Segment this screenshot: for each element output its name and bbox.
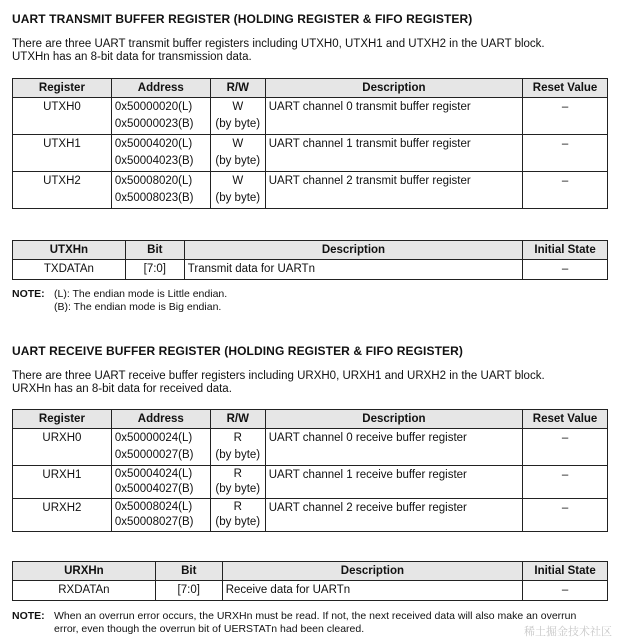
- register-name: URXH2: [13, 499, 112, 532]
- register-description: UART channel 1 transmit buffer register: [265, 135, 522, 172]
- register-name: URXH1: [13, 466, 112, 499]
- col-rw: R/W: [210, 79, 265, 98]
- rx-description: [12, 370, 545, 396]
- tx-heading: UART TRANSMIT BUFFER REGISTER (HOLDING REGISTER & FIFO REGISTER): [12, 12, 473, 26]
- note-line1: (L): The endian mode is Little endian.: [54, 288, 228, 300]
- col-bit-description: Description: [184, 241, 522, 260]
- watermark: 稀土掘金技术社区: [524, 626, 612, 638]
- register-name: UTXH2: [13, 172, 112, 209]
- register-reset: –: [523, 172, 608, 209]
- col-bit: Bit: [125, 241, 184, 260]
- bit-initial-state: –: [523, 581, 608, 601]
- register-rw: W (by byte): [210, 135, 265, 172]
- register-rw: R (by byte): [210, 466, 265, 499]
- table-row: [13, 260, 608, 280]
- register-description: UART channel 1 receive buffer register: [265, 466, 522, 499]
- register-reset: –: [523, 429, 608, 466]
- table-row: [13, 466, 608, 499]
- register-reset: –: [523, 466, 608, 499]
- bit-initial-state: –: [523, 260, 608, 280]
- register-rw: R (by byte): [210, 429, 265, 466]
- col-address: Address: [111, 79, 210, 98]
- rx-description-line1: There are three UART receive buffer registers including URXH0, URXH1 and URXH2 in the UART block.: [12, 370, 545, 382]
- register-description: UART channel 0 transmit buffer register: [265, 98, 522, 135]
- register-address: 0x50000020(L) 0x50000023(B): [111, 98, 210, 135]
- register-reset: –: [523, 499, 608, 532]
- note-label: NOTE:: [12, 610, 45, 622]
- bit-field-name: RXDATAn: [13, 581, 156, 601]
- bit-range: [7:0]: [155, 581, 222, 601]
- tx-register-header-row: [13, 79, 608, 98]
- register-rw: W (by byte): [210, 172, 265, 209]
- col-urxhn: URXHn: [13, 562, 156, 581]
- register-name: URXH0: [13, 429, 112, 466]
- tx-bit-header-row: [13, 241, 608, 260]
- col-register: Register: [13, 79, 112, 98]
- table-row: [13, 98, 608, 135]
- rx-description-line2: URXHn has an 8-bit data for received data.: [12, 383, 232, 395]
- table-row: [13, 499, 608, 532]
- note-line2: (B): The endian mode is Big endian.: [54, 301, 222, 313]
- register-description: UART channel 0 receive buffer register: [265, 429, 522, 466]
- tx-note: [12, 288, 227, 314]
- register-address: 0x50008024(L) 0x50008027(B): [111, 499, 210, 532]
- table-row: [13, 135, 608, 172]
- register-address: 0x50000024(L) 0x50000027(B): [111, 429, 210, 466]
- register-address: 0x50004020(L) 0x50004023(B): [111, 135, 210, 172]
- tx-bit-table: [12, 240, 608, 280]
- col-bit-description: Description: [222, 562, 522, 581]
- col-bit: Bit: [155, 562, 222, 581]
- tx-description-line2: UTXHn has an 8-bit data for transmission data.: [12, 51, 252, 63]
- rx-register-header-row: [13, 410, 608, 429]
- col-initial-state: Initial State: [523, 562, 608, 581]
- table-row: [13, 172, 608, 209]
- col-description: Description: [265, 410, 522, 429]
- col-address: Address: [111, 410, 210, 429]
- rx-bit-table: [12, 561, 608, 601]
- tx-description: [12, 38, 545, 64]
- col-register: Register: [13, 410, 112, 429]
- bit-description: Transmit data for UARTn: [184, 260, 522, 280]
- register-rw: W (by byte): [210, 98, 265, 135]
- rx-register-table: [12, 409, 608, 532]
- rx-note: [12, 610, 576, 636]
- col-reset-value: Reset Value: [523, 410, 608, 429]
- register-address: 0x50004024(L) 0x50004027(B): [111, 466, 210, 499]
- register-rw: R (by byte): [210, 499, 265, 532]
- bit-field-name: TXDATAn: [13, 260, 126, 280]
- note-line2: error, even though the overrun bit of UERSTATn had been cleared.: [54, 623, 365, 635]
- rx-heading: UART RECEIVE BUFFER REGISTER (HOLDING REGISTER & FIFO REGISTER): [12, 344, 463, 358]
- table-row: [13, 429, 608, 466]
- register-name: UTXH1: [13, 135, 112, 172]
- note-label: NOTE:: [12, 288, 45, 300]
- tx-register-table: [12, 78, 608, 209]
- table-row: [13, 581, 608, 601]
- bit-description: Receive data for UARTn: [222, 581, 522, 601]
- note-line1: When an overrun error occurs, the URXHn must be read. If not, the next received data will also make an overrun: [54, 610, 577, 622]
- col-initial-state: Initial State: [523, 241, 608, 260]
- register-address: 0x50008020(L) 0x50008023(B): [111, 172, 210, 209]
- register-description: UART channel 2 transmit buffer register: [265, 172, 522, 209]
- col-rw: R/W: [210, 410, 265, 429]
- register-name: UTXH0: [13, 98, 112, 135]
- rx-bit-header-row: [13, 562, 608, 581]
- register-reset: –: [523, 98, 608, 135]
- col-reset-value: Reset Value: [523, 79, 608, 98]
- register-reset: –: [523, 135, 608, 172]
- tx-description-line1: There are three UART transmit buffer registers including UTXH0, UTXH1 and UTXH2 in the UART block.: [12, 38, 545, 50]
- col-description: Description: [265, 79, 522, 98]
- bit-range: [7:0]: [125, 260, 184, 280]
- col-utxhn: UTXHn: [13, 241, 126, 260]
- register-description: UART channel 2 receive buffer register: [265, 499, 522, 532]
